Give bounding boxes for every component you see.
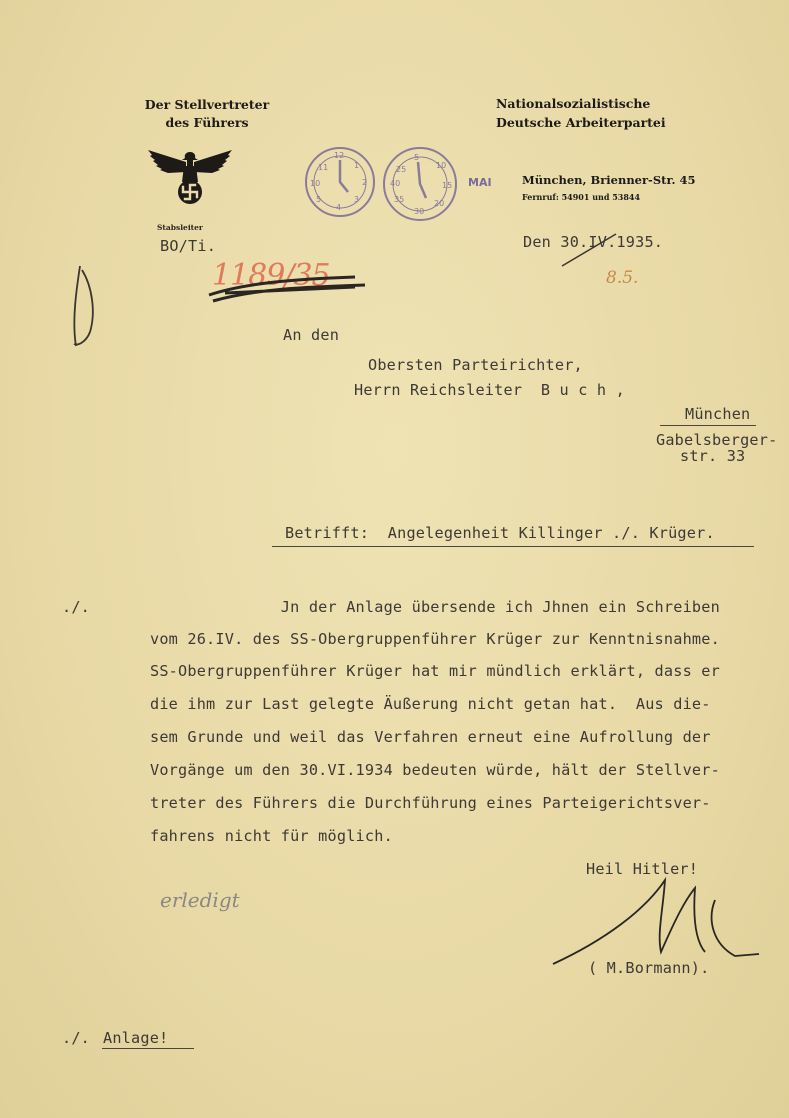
letter-date: Den 30.IV.1935. (523, 233, 664, 251)
body-line-7: treter des Führers die Durchführung eines Parteigerichtsver- (150, 794, 711, 812)
recipient-street1: Gabelsberger- (656, 431, 778, 449)
svg-text:40: 40 (390, 179, 401, 188)
handwritten-number: 1189/35 (212, 258, 330, 293)
recipient-street2: str. 33 (680, 447, 746, 465)
date-check-mark-icon (560, 230, 620, 270)
reference-code: BO/Ti. (160, 237, 217, 255)
recipient-intro: An den (283, 326, 340, 344)
body-line-4: die ihm zur Last gelegte Äußerung nicht getan hat. Aus die- (150, 695, 711, 713)
svg-text:2: 2 (362, 178, 368, 187)
body-line-2: vom 26.IV. des SS-Obergruppenführer Krüger zur Kenntnisnahme. (150, 630, 720, 648)
letterhead-left (122, 96, 292, 132)
handwritten-date: 8.5. (606, 268, 639, 288)
greeting: Heil Hitler! (586, 860, 699, 878)
pencil-bracket-icon (62, 262, 102, 352)
letterhead-phone: Fernruf: 54901 und 53844 (522, 192, 641, 202)
body-line-8: fahrens nicht für möglich. (150, 827, 393, 845)
letterhead-left-line2: des Führers (165, 115, 249, 130)
svg-text:5: 5 (414, 153, 420, 162)
recipient-city: München (685, 405, 751, 423)
subject-underline (272, 546, 754, 547)
pencil-note: erledigt (160, 888, 240, 912)
svg-text:25: 25 (396, 165, 407, 174)
svg-text:5: 5 (316, 195, 322, 204)
svg-text:3: 3 (354, 195, 360, 204)
letterhead-left-line1: Der Stellvertreter (144, 97, 270, 112)
svg-text:4: 4 (336, 203, 342, 212)
letterhead-right-line2: Deutsche Arbeiterpartei (496, 115, 666, 130)
city-underline (660, 425, 756, 426)
recipient-line1: Obersten Parteirichter, (368, 356, 583, 374)
letterhead-left-title: Stabsleiter (157, 223, 203, 232)
recipient-line2: Herrn Reichsleiter B u c h , (354, 381, 625, 399)
letterhead-address: München, Brienner-Str. 45 (522, 173, 696, 187)
body-line-3: SS-Obergruppenführer Krüger hat mir mündlich erklärt, dass er (150, 662, 720, 680)
svg-text:11: 11 (318, 163, 329, 172)
svg-text:20: 20 (434, 199, 445, 208)
svg-text:35: 35 (394, 195, 405, 204)
svg-text:15: 15 (442, 181, 453, 190)
svg-text:12: 12 (334, 151, 345, 160)
body-line-1: Jn der Anlage übersende ich Jhnen ein Schreiben (150, 598, 720, 616)
strike-through-scribble-icon (205, 265, 385, 315)
signature-icon (545, 860, 775, 970)
svg-text:30: 30 (414, 207, 425, 216)
letterhead-right (496, 94, 666, 132)
body-line-5: sem Grunde und weil das Verfahren erneut eine Aufrollung der (150, 728, 711, 746)
subject-line: Betrifft: Angelegenheit Killinger ./. Krüger. (285, 524, 715, 542)
eagle-emblem-icon (146, 146, 234, 208)
receipt-stamp-icon (290, 140, 490, 230)
svg-text:10: 10 (436, 161, 447, 170)
svg-text:10: 10 (310, 179, 321, 188)
stamp-month: MAI (468, 176, 492, 189)
enclosure-underline (102, 1048, 194, 1049)
letterhead-right-line1: Nationalsozialistische (496, 96, 651, 111)
svg-text:1: 1 (354, 161, 360, 170)
enclosure-label: Anlage! (103, 1029, 169, 1047)
signature-name: ( M.Bormann). (588, 959, 710, 977)
enclosure-mark: ./. (62, 1029, 91, 1047)
margin-mark: ./. (62, 598, 91, 616)
body-line-6: Vorgänge um den 30.VI.1934 bedeuten würde, hält der Stellver- (150, 761, 720, 779)
